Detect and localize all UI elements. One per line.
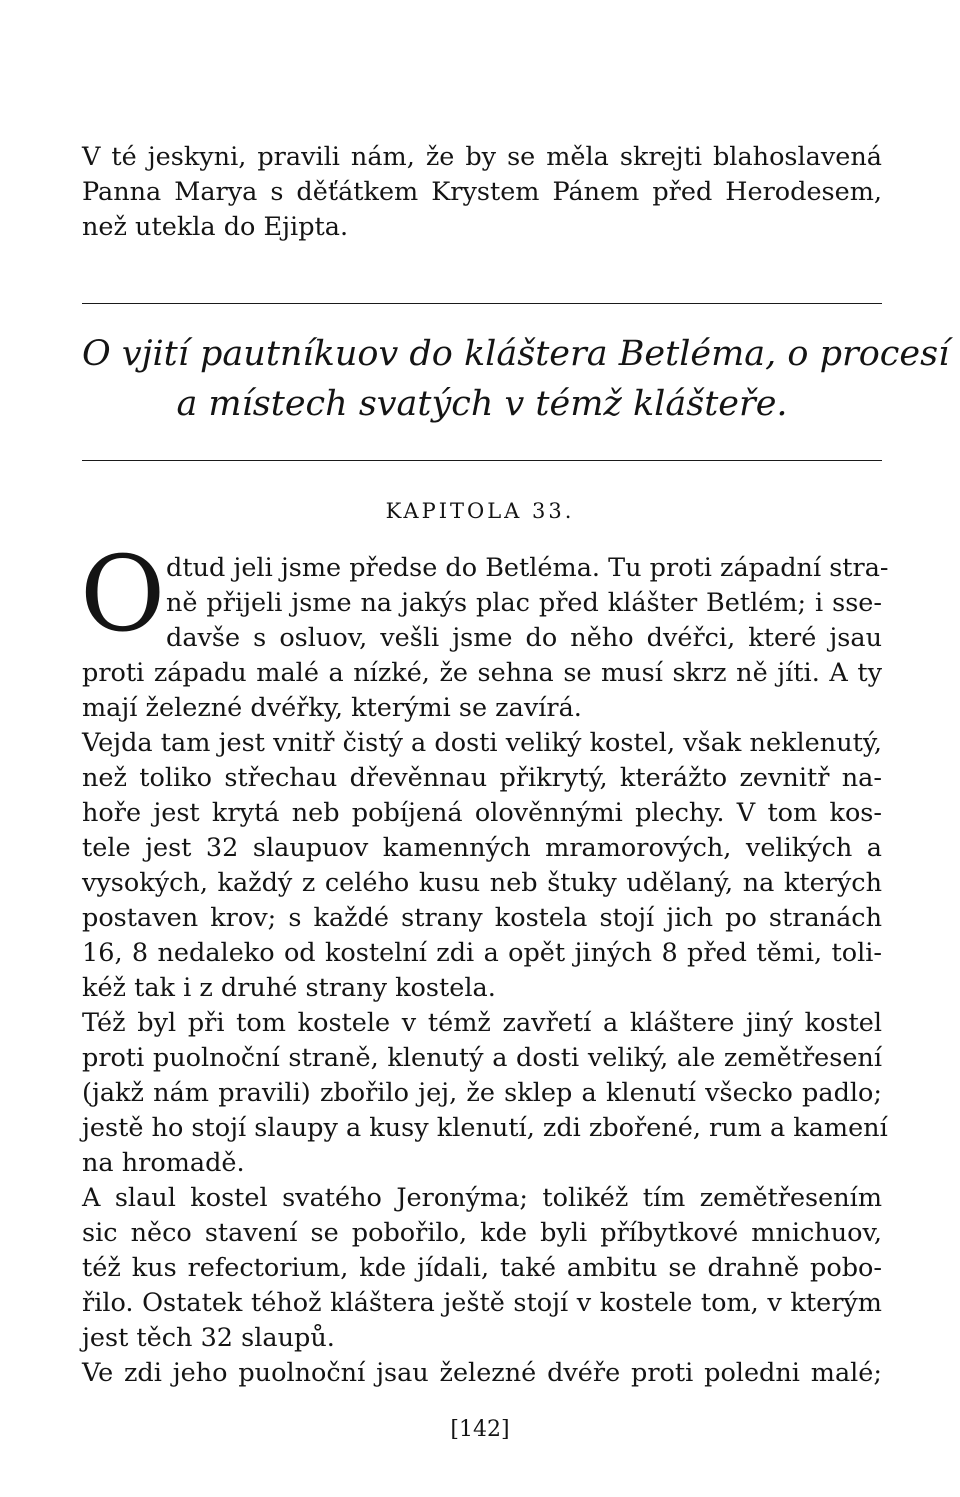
text-line: Panna Marya s děťátkem Krystem Pánem před Herodesem, [82, 177, 882, 207]
text-line: než utekla do Ejipta. [82, 212, 349, 242]
text-line: proti západu malé a nízké, že sehna se musí skrz ně jíti. A ty [82, 658, 882, 688]
text-line: davše s osluov, vešli jsme do něho dvéřci, které jsau [166, 623, 882, 653]
text-line: tele jest 32 slaupuov kamenných mramorových, velikých a [82, 833, 882, 863]
chapter-heading: KAPITOLA 33. [385, 499, 575, 523]
text-line: Vejda tam jest vnitř čistý a dosti veliký kostel, však neklenutý, [82, 728, 882, 758]
text-line: na hromadě. [82, 1148, 245, 1178]
text-line: jestě ho stojí slaupy a kusy klenutí, zdi zbořené, rum a kamení [82, 1113, 888, 1143]
bottom-rule [82, 460, 882, 461]
text-line: V té jeskyni, pravili nám, že by se měla skrejti blahoslavená [82, 142, 882, 172]
text-line: jest těch 32 slaupů. [82, 1323, 335, 1353]
section-title-line: O vjití pautníkuov do kláštera Betléma, o procesí [82, 334, 950, 374]
text-line: postaven krov; s každé strany kostela stojí jich po stranách [82, 903, 882, 933]
text-line: A slaul kostel svatého Jeronýma; tolikéž tím zemětřesením [82, 1183, 882, 1213]
top-rule [82, 303, 882, 304]
section-title-line: a místech svatých v témž klášteře. [176, 384, 788, 424]
text-line: (jakž nám pravili) zbořilo jej, že sklep a klenutí všecko padlo; [82, 1078, 882, 1108]
page-number: [142] [450, 1417, 510, 1442]
drop-cap: O [80, 533, 166, 655]
text-line: dtud jeli jsme předse do Betléma. Tu proti západní stra- [166, 553, 889, 583]
text-line: hoře jest krytá neb pobíjená olověnnými plechy. V tom kos- [82, 798, 882, 828]
text-line: Též byl při tom kostele v témž zavřetí a kláštere jiný kostel [82, 1008, 882, 1038]
text-line: mají železné dvéřky, kterými se zavírá. [82, 693, 582, 723]
text-line: proti puolnoční straně, klenutý a dosti veliký, ale zemětřesení [82, 1043, 882, 1073]
text-line: též kus refectorium, kde jídali, také ambitu se drahně pobo- [82, 1253, 882, 1283]
text-line: než toliko střechau dřevěnnau přikrytý, kterážto zevnitř na- [82, 763, 882, 793]
text-line: vysokých, každý z celého kusu neb štuky udělaný, na kterých [82, 868, 882, 898]
text-line: sic něco stavení se pobořilo, kde byli příbytkové mnichuov, [82, 1218, 882, 1248]
text-line: ně přijeli jsme na jakýs plac před klášter Betlém; i sse- [166, 588, 882, 618]
text-line: 16, 8 nedaleko od kostelní zdi a opět jiných 8 před těmi, toli- [82, 938, 882, 968]
text-line: řilo. Ostatek téhož kláštera ještě stojí v kostele tom, v kterým [82, 1288, 882, 1318]
text-line: kéž tak i z druhé strany kostela. [82, 973, 496, 1003]
text-line: Ve zdi jeho puolnoční jsau železné dvéře proti poledni malé; [82, 1358, 882, 1388]
